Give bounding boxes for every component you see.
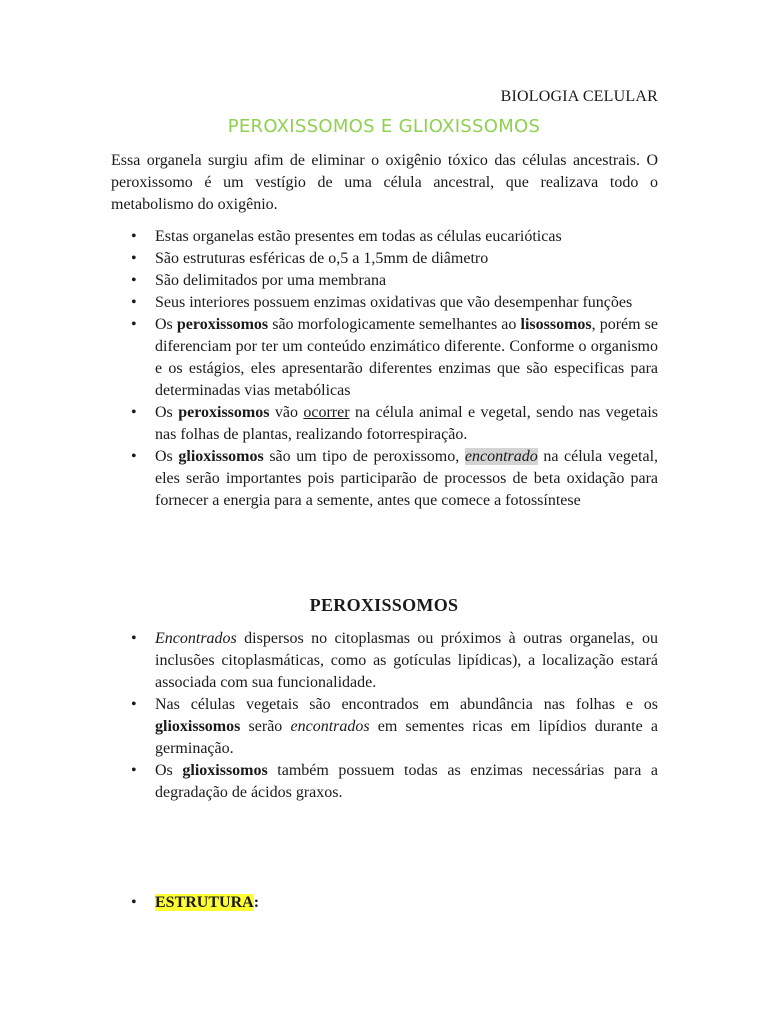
list-item: • Os peroxissomos são morfologicamente semelhantes ao lisossomos, porém se diferenciam por ter um conteúdo enzimático diferente. Conforme o organismo e os estágios, eles apresentarão diferentes enzimas que são especificas para determinadas vias metabólicas xyxy=(131,316,659,399)
bullet-icon: • xyxy=(131,448,137,465)
underlined-word: ocorrer xyxy=(303,404,350,421)
bullet-icon: • xyxy=(131,630,137,647)
list-item: • Nas células vegetais são encontrados em abundância nas folhas e os glioxissomos serão encontrados em sementes ricas em lipídios durante a germinação. xyxy=(131,696,659,757)
list-item: • Os peroxissomos vão ocorrer na célula animal e vegetal, sendo nas vegetais nas folhas de plantas, realizando fotorrespiração. xyxy=(131,404,659,443)
italic-term: encontrados xyxy=(290,718,370,735)
bullet-icon: • xyxy=(131,894,137,911)
list-item: • São delimitados por uma membrana xyxy=(111,270,658,292)
list-item: • São estruturas esféricas de o,5 a 1,5mm de diâmetro xyxy=(111,248,658,270)
highlighted-word: encontrado xyxy=(464,448,538,465)
italic-term: Encontrados xyxy=(155,630,237,647)
bullet-icon: • xyxy=(131,250,137,267)
list-item: • Estas organelas estão presentes em todas as células eucarióticas xyxy=(111,226,658,248)
list-item: • Encontrados dispersos no citoplasmas ou próximos à outras organelas, ou inclusões citoplasmáticas, como as gotículas lipídicas), a localização estará associada com sua funcionalidade. xyxy=(131,630,658,691)
list-item: • Os glioxissomos são um tipo de peroxissomo, encontrado na célula vegetal, eles serão importantes pois participarão de processos de beta oxidação para fornecer a energia para a semente, antes que comece a fotossíntese xyxy=(131,448,659,509)
bold-term: glioxissomos xyxy=(155,718,241,735)
bullet-icon: • xyxy=(131,272,137,289)
bold-term: peroxissomos xyxy=(176,316,269,333)
list-item: • Seus interiores possuem enzimas oxidativas que vão desempenhar funções xyxy=(111,292,658,314)
bullet-icon: • xyxy=(131,696,137,713)
bold-term: glioxissomos xyxy=(178,448,264,465)
page-title: PEROXISSOMOS E GLIOXISSOMOS xyxy=(227,116,541,137)
bold-term: glioxissomos xyxy=(182,762,268,779)
peroxisome-details-list xyxy=(111,628,658,804)
bullet-icon: • xyxy=(131,762,137,779)
bold-term: lisossomos xyxy=(520,316,592,333)
structure-label: ESTRUTURA xyxy=(155,894,254,911)
structure-list xyxy=(111,892,658,914)
section-heading: PEROXISSOMOS xyxy=(309,595,459,615)
bullet-icon: • xyxy=(131,294,137,311)
list-item: • Os glioxissomos também possuem todas as enzimas necessárias para a degradação de ácidos graxos. xyxy=(131,762,659,801)
bullet-icon: • xyxy=(131,404,137,421)
list-item: • ESTRUTURA: xyxy=(111,892,658,914)
subject-header: BIOLOGIA CELULAR xyxy=(500,88,658,105)
bullet-icon: • xyxy=(131,228,137,245)
organelle-facts-list xyxy=(111,226,658,512)
intro-paragraph: Essa organela surgiu afim de eliminar o oxigênio tóxico das células ancestrais. O peroxissomo é um vestígio de uma célula ancestral, que realizava todo o metabolismo do oxigênio. xyxy=(111,152,658,213)
bullet-icon: • xyxy=(131,316,137,333)
bold-term: peroxissomos xyxy=(178,404,270,421)
